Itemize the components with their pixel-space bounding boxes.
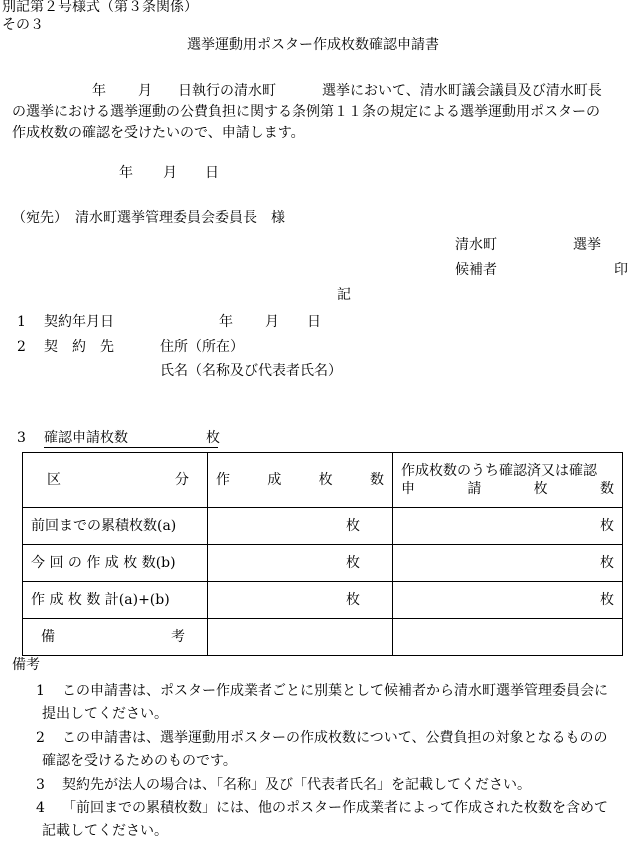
- remarks-cell[interactable]: [208, 619, 393, 656]
- row-label: 今 回 の 作 成 枚 数(b): [23, 545, 208, 582]
- header-confirmed-char: 枚: [533, 481, 548, 497]
- unit-label: 枚: [600, 592, 614, 608]
- intro-month: 月: [138, 83, 152, 99]
- note-line: 確認を受けるためのものです。: [42, 753, 237, 769]
- form-reference: 別記第２号様式（第３条関係）: [2, 0, 198, 15]
- note-item: [36, 680, 626, 726]
- row-label: 作 成 枚 数 計(a)+(b): [23, 582, 208, 619]
- remarks-label-b: 考: [171, 629, 185, 645]
- note-item: [36, 774, 626, 797]
- production-count-cell[interactable]: [208, 545, 393, 582]
- intro-line3: 作成枚数の確認を受けたいので、申請します。: [12, 125, 305, 141]
- confirmed-count-cell[interactable]: [393, 582, 623, 619]
- header-category: [23, 453, 208, 508]
- table-row: [23, 545, 623, 582]
- note-number: 4: [36, 800, 45, 816]
- seal-mark: 印: [614, 262, 628, 278]
- unit-label: 枚: [346, 518, 360, 534]
- header-category-a: 区: [47, 472, 61, 488]
- item2-address: 住所（所在）: [160, 339, 244, 355]
- header-production-char: 枚: [318, 472, 333, 488]
- item1-day: 日: [307, 314, 321, 330]
- intro-day-text: 日執行の清水町: [178, 83, 276, 99]
- item2-label: 契 約 先: [44, 339, 114, 355]
- production-count-cell[interactable]: [208, 582, 393, 619]
- item3-field: [44, 431, 218, 448]
- note-item: [36, 727, 626, 773]
- header-confirmed-char: 申: [401, 481, 415, 497]
- header-production-char: 作: [216, 472, 230, 488]
- header-confirmed-char: 請: [467, 481, 482, 497]
- note-line: この申請書は、選挙運動用ポスターの作成枚数について、公費負担の対象となるものの: [62, 730, 608, 746]
- intro-year: 年: [92, 83, 106, 99]
- addressee: （宛先） 清水町選挙管理委員会委員長 様: [12, 210, 285, 226]
- item2-number: 2: [17, 339, 26, 355]
- remarks-label-a: 備: [41, 629, 55, 645]
- applicant-town: 清水町: [455, 237, 497, 253]
- unit-label: 枚: [346, 555, 360, 571]
- header-category-b: 分: [175, 472, 189, 488]
- note-line: 記載してください。: [42, 823, 168, 839]
- confirmed-count-cell[interactable]: [393, 508, 623, 545]
- header-confirmed-line1: 作成枚数のうち確認済又は確認: [401, 463, 597, 479]
- note-line: この申請書は、ポスター作成業者ごとに別葉として候補者から清水町選挙管理委員会に: [62, 683, 608, 699]
- item3-unit: 枚: [206, 430, 220, 446]
- form-subreference: その３: [2, 17, 44, 33]
- date-day: 日: [205, 165, 219, 181]
- page-title: 選挙運動用ポスター作成枚数確認申請書: [187, 37, 439, 53]
- item1-year: 年: [219, 314, 233, 330]
- unit-label: 枚: [346, 592, 360, 608]
- header-confirmed-char: 数: [599, 481, 614, 497]
- note-number: 1: [36, 683, 45, 699]
- table-header-row: [23, 453, 623, 508]
- production-count-cell[interactable]: [208, 508, 393, 545]
- header-production-char: 数: [369, 472, 384, 488]
- applicant-election: 選挙: [573, 237, 601, 253]
- header-confirmed-count: [393, 453, 623, 508]
- table-row: [23, 508, 623, 545]
- item1-month: 月: [265, 314, 279, 330]
- unit-label: 枚: [600, 555, 614, 571]
- date-month: 月: [163, 165, 177, 181]
- item3-label: 確認申請枚数: [44, 430, 128, 446]
- remarks-label: [23, 619, 208, 656]
- item3-number: 3: [17, 430, 26, 446]
- notes-heading: 備考: [12, 657, 40, 673]
- ki-heading: 記: [337, 287, 351, 303]
- row-label: 前回までの累積枚数(a): [23, 508, 208, 545]
- remarks-cell[interactable]: [393, 619, 623, 656]
- table-row: [23, 582, 623, 619]
- header-production-char: 成: [267, 472, 282, 488]
- intro-line2: の選挙における選挙運動の公費負担に関する条例第１１条の規定による選挙運動用ポスターの: [12, 104, 600, 120]
- item1-number: 1: [17, 314, 26, 330]
- note-line: 「前回までの累積枚数」には、他のポスター作成業者によって作成された枚数を含めて: [62, 800, 608, 816]
- item2-name: 氏名（名称及び代表者氏名）: [160, 363, 342, 379]
- confirmed-count-cell[interactable]: [393, 545, 623, 582]
- poster-count-table: [22, 452, 623, 656]
- date-year: 年: [119, 165, 133, 181]
- item1-label: 契約年月日: [44, 314, 114, 330]
- intro-line1-tail: 選挙において、清水町議会議員及び清水町長: [322, 83, 602, 99]
- note-number: 3: [36, 777, 45, 793]
- note-item: [36, 797, 626, 843]
- header-production-count: [208, 453, 393, 508]
- remarks-row: [23, 619, 623, 656]
- unit-label: 枚: [600, 518, 614, 534]
- applicant-candidate: 候補者: [455, 262, 497, 278]
- note-line: 提出してください。: [42, 706, 168, 722]
- note-number: 2: [36, 730, 45, 746]
- note-line: 契約先が法人の場合は、「名称」及び「代表者氏名」を記載してください。: [62, 777, 531, 793]
